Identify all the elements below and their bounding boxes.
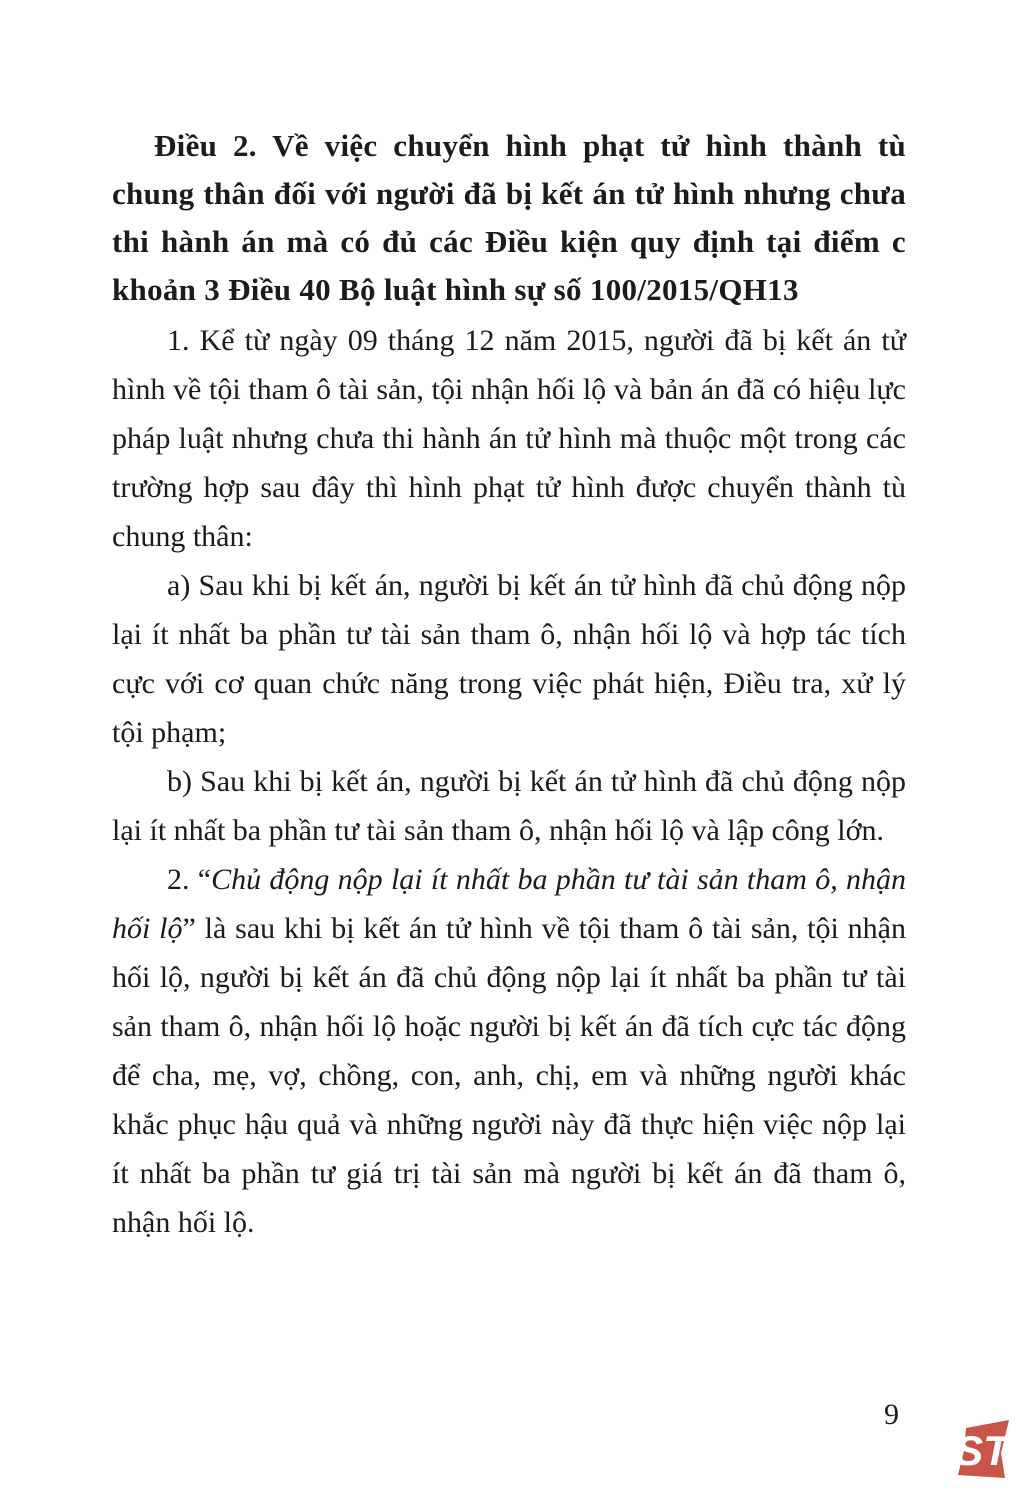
paragraph-2-quoted-term: Chủ động nộp lại ít nhất ba phần tư tài sản tham ô, nhận hối lộ [112, 863, 906, 945]
paragraph-1: 1. Kể từ ngày 09 tháng 12 năm 2015, người đã bị kết án tử hình về tội tham ô tài sản, tội nhận hối lộ và bản án đã có hiệu lực pháp luật nhưng chưa thi hành án tử hình mà thuộc một trong các trường hợp sau đây thì hình phạt tử hình được chuyển thành tù chung thân: [112, 324, 906, 553]
st-logo-text: ST [955, 1427, 1009, 1474]
paragraph-2-prefix: 2. “ [167, 863, 212, 896]
paragraph-2-rest: ” là sau khi bị kết án tử hình về tội tham ô tài sản, tội nhận hối lộ, người bị kết án đã chủ động nộp lại ít nhất ba phần tư tài sản tham ô, nhận hối lộ hoặc người bị kết án đã tích cực tác động để cha, mẹ, vợ, chồng, con, anh, chị, em và những người khác khắc phục hậu quả và những người này đã thực hiện việc nộp lại ít nhất ba phần tư giá trị tài sản mà người bị kết án đã tham ô, nhận hối lộ. [112, 912, 906, 1239]
article-heading: Điều 2. Về việc chuyển hình phạt tử hình thành tù chung thân đối với người đã bị kết án tử hình nhưng chưa thi hành án mà có đủ các Điều kiện quy định tại điểm c khoản 3 Điều 40 Bộ luật hình sự số 100/2015/QH13 [112, 128, 906, 307]
document-content [112, 122, 906, 1247]
paragraph-2 [112, 855, 906, 1247]
st-logo-icon [951, 1417, 1013, 1483]
paragraph-point-b: b) Sau khi bị kết án, người bị kết án tử hình đã chủ động nộp lại ít nhất ba phần tư tài sản tham ô, nhận hối lộ và lập công lớn. [112, 765, 906, 847]
paragraph-point-a: a) Sau khi bị kết án, người bị kết án tử hình đã chủ động nộp lại ít nhất ba phần tư tài sản tham ô, nhận hối lộ và hợp tác tích cực với cơ quan chức năng trong việc phát hiện, Điều tra, xử lý tội phạm; [112, 569, 906, 749]
page-number: 9 [884, 1398, 899, 1431]
publisher-logo [951, 1417, 1013, 1483]
